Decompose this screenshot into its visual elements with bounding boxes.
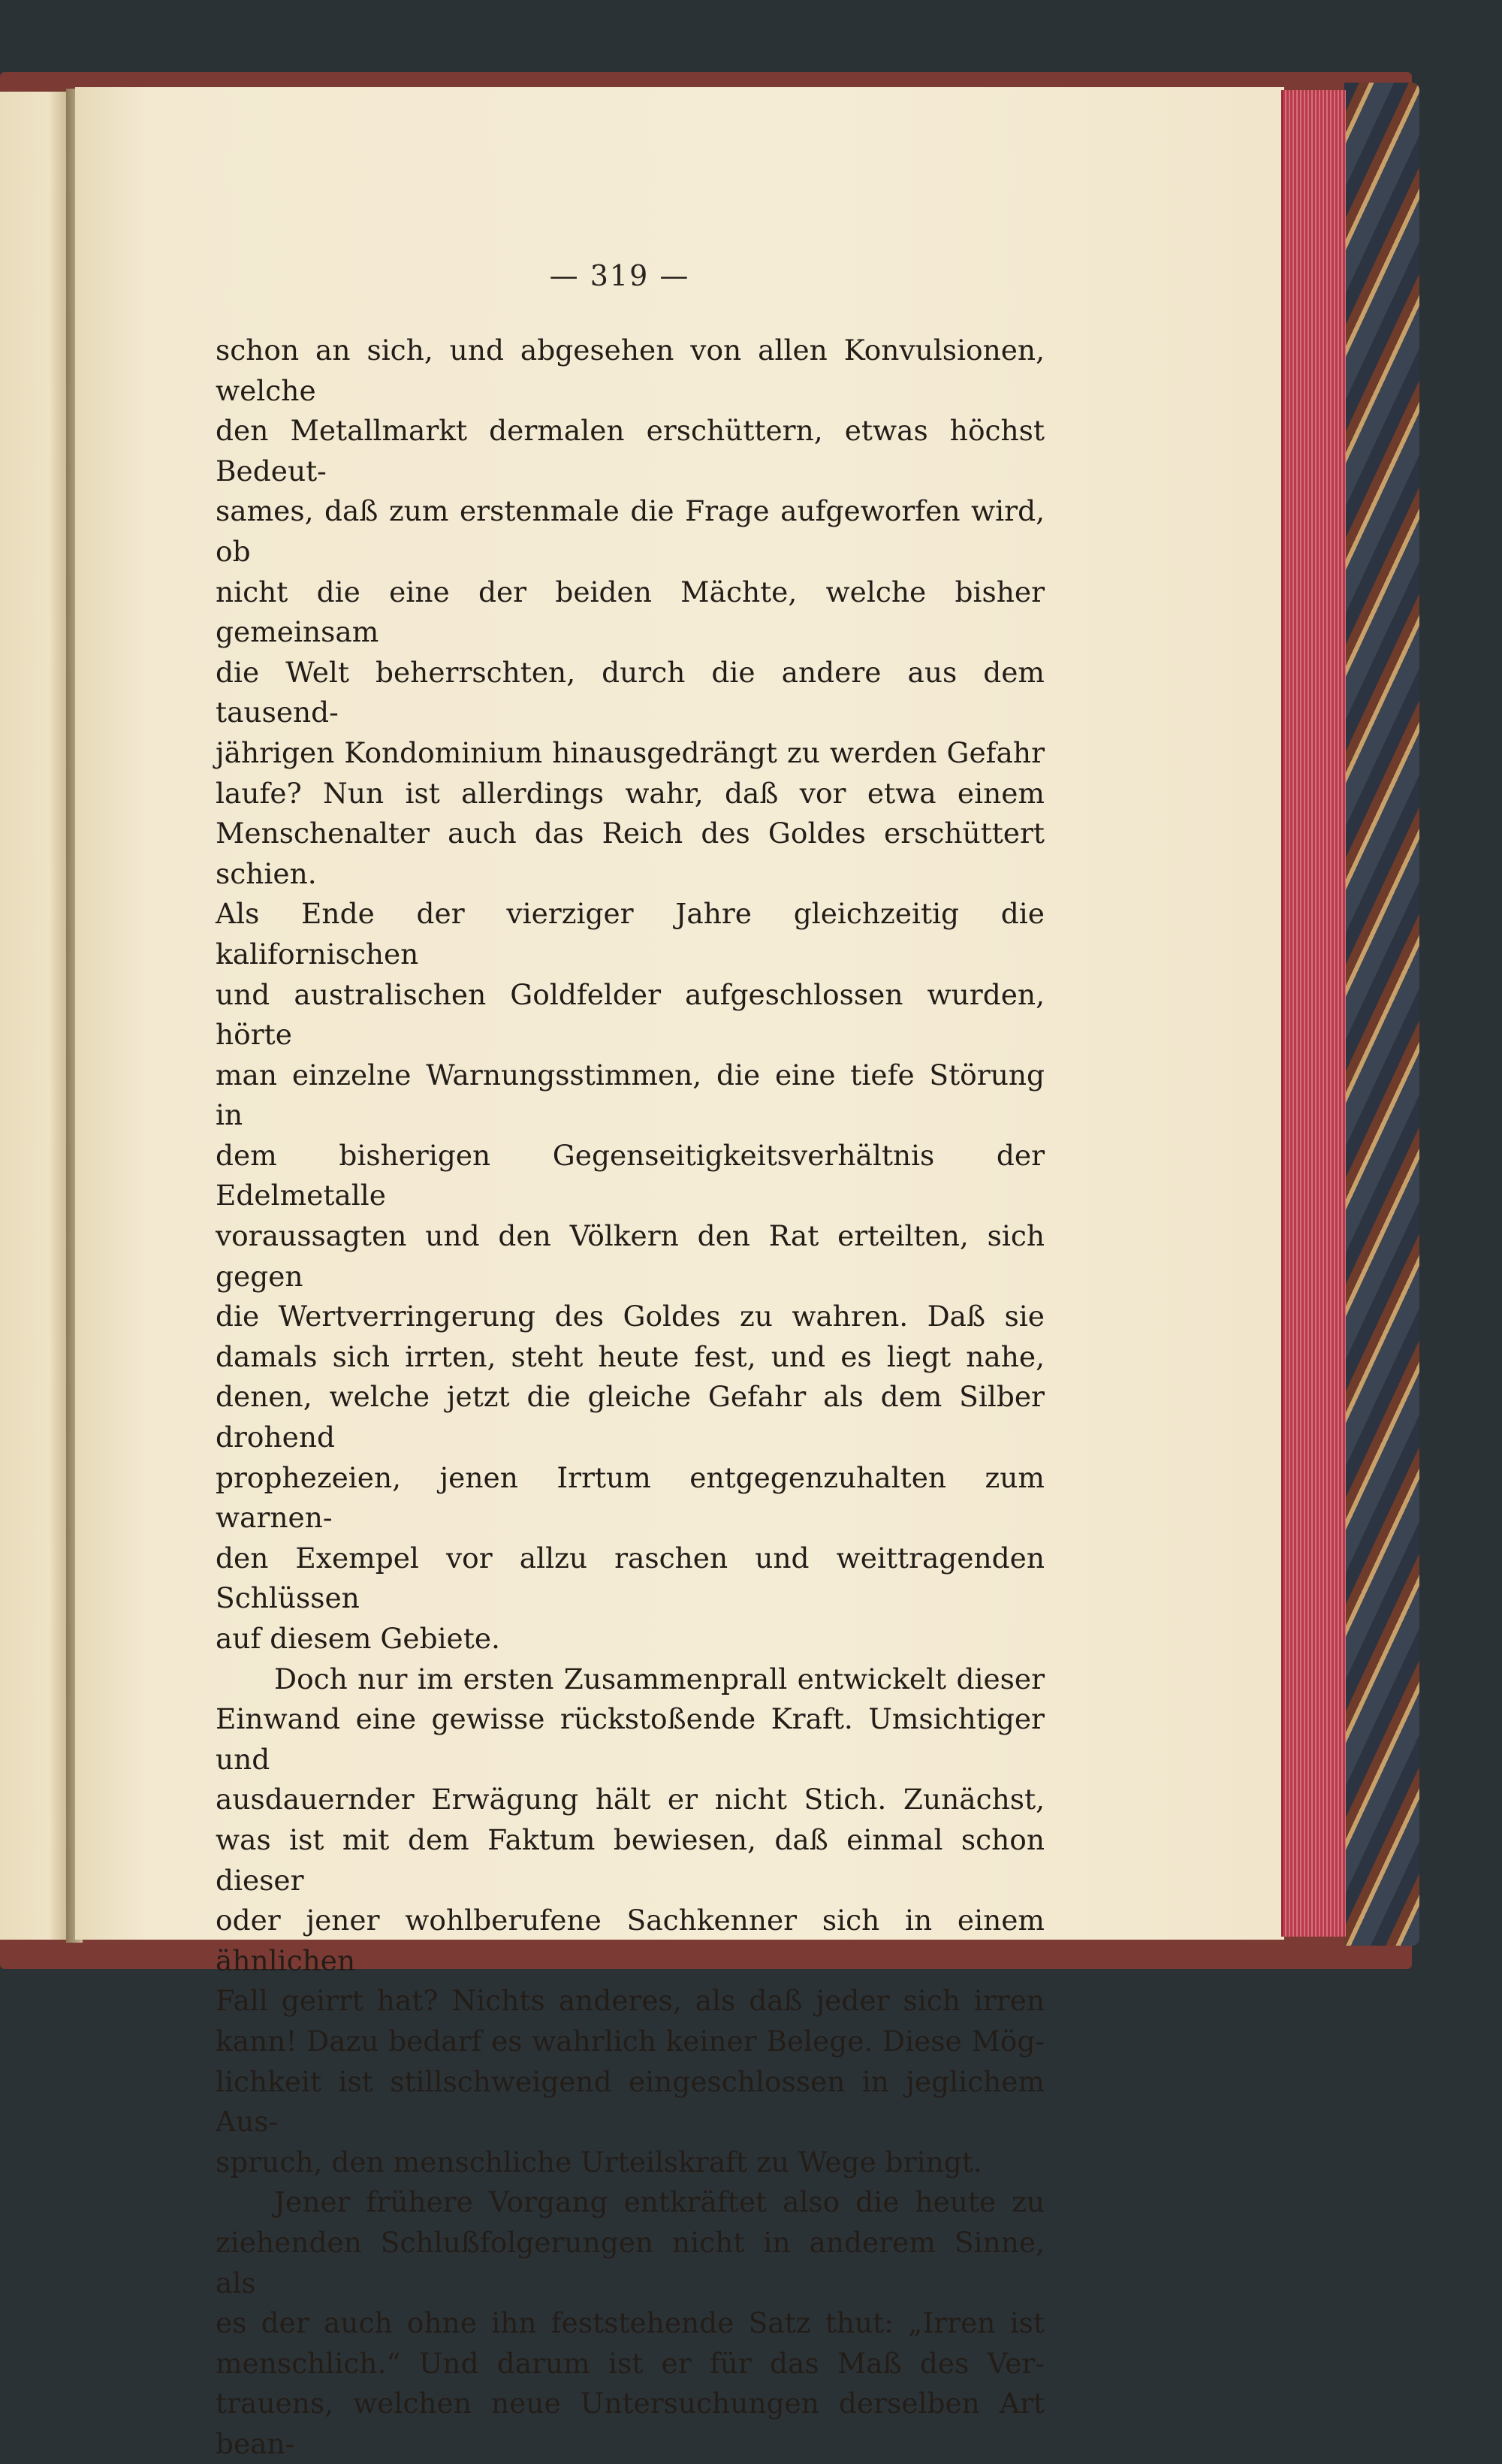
text-line: damals sich irrten, steht heute fest, und es liegt nahe, xyxy=(216,1339,1045,1373)
marbled-cover-edge xyxy=(1344,83,1419,1946)
text-line: auf diesem Gebiete. xyxy=(216,1622,500,1655)
text-line: Fall geirrt hat? Nichts anderes, als daß jeder sich irren xyxy=(216,1984,1045,2018)
text-line: ausdauernder Erwägung hält er nicht Stich. Zunächst, xyxy=(216,1783,1045,1816)
text-line: die Wertverringerung des Goldes zu wahren. Daß sie xyxy=(216,1300,1045,1333)
text-line: Doch nur im ersten Zusammenprall entwickelt dieser xyxy=(274,1662,1045,1696)
text-line: laufe? Nun ist allerdings wahr, daß vor etwa einem xyxy=(216,776,1045,810)
text-line: Als Ende der vierziger Jahre gleichzeitig die kalifornischen xyxy=(216,897,1045,971)
text-line: voraussagten und den Völkern den Rat erteilten, sich gegen xyxy=(216,1219,1045,1293)
page-text xyxy=(216,331,1045,2464)
text-line: und australischen Goldfelder aufgeschlossen wurden, hörte xyxy=(216,977,1045,1052)
text-line: man einzelne Warnungsstimmen, die eine tiefe Störung in xyxy=(216,1058,1045,1132)
text-line: trauens, welchen neue Untersuchungen derselben Art bean- xyxy=(216,2387,1045,2460)
text-line: Jener frühere Vorgang entkräftet also die heute zu xyxy=(274,2185,1045,2219)
text-line: ziehenden Schlußfolgerungen nicht in anderem Sinne, als xyxy=(216,2225,1045,2299)
text-line: schon an sich, und abgesehen von allen Konvulsionen, welche xyxy=(216,334,1045,407)
text-line: nicht die eine der beiden Mächte, welche bisher gemeinsam xyxy=(216,575,1045,649)
text-line: oder jener wohlberufene Sachkenner sich in einem ähnlichen xyxy=(216,1904,1045,1977)
text-line: kann! Dazu bedarf es wahrlich keiner Belege. Diese Mög- xyxy=(216,2024,1045,2058)
text-line: spruch, den menschliche Urteilskraft zu Wege bringt. xyxy=(216,2145,982,2179)
text-line: jährigen Kondominium hinausgedrängt zu werden Gefahr xyxy=(216,735,1045,769)
red-page-edges xyxy=(1281,90,1346,1937)
text-line: lichkeit ist stillschweigend eingeschlossen in jeglichem Aus- xyxy=(216,2064,1045,2139)
text-line: prophezeien, jenen Irrtum entgegenzuhalten zum warnen- xyxy=(216,1460,1045,1535)
text-line: den Exempel vor allzu raschen und weittragenden Schlüssen xyxy=(216,1541,1045,1615)
left-page-edge xyxy=(0,92,69,1940)
text-line: denen, welche jetzt die gleiche Gefahr als dem Silber drohend xyxy=(216,1380,1045,1454)
text-line: was ist mit dem Faktum bewiesen, daß einmal schon dieser xyxy=(216,1822,1045,1897)
text-line: Menschenalter auch das Reich des Goldes erschüttert schien. xyxy=(216,817,1045,890)
text-line: sames, daß zum erstenmale die Frage aufgeworfen wird, ob xyxy=(216,494,1045,568)
text-line: menschlich.“ Und darum ist er für das Maß des Ver- xyxy=(216,2346,1045,2380)
text-line: dem bisherigen Gegenseitigkeitsverhältnis der Edelmetalle xyxy=(216,1138,1045,1212)
text-line: den Metallmarkt dermalen erschüttern, etwas höchst Bedeut- xyxy=(216,414,1045,488)
text-line: Einwand eine gewisse rückstoßende Kraft. Umsichtiger und xyxy=(216,1702,1045,1776)
text-line: es der auch ohne ihn feststehende Satz thut: „Irren ist xyxy=(216,2306,1045,2340)
page-number: — 319 — xyxy=(549,259,690,292)
text-line: die Welt beherrschten, durch die andere aus dem tausend- xyxy=(216,655,1045,729)
